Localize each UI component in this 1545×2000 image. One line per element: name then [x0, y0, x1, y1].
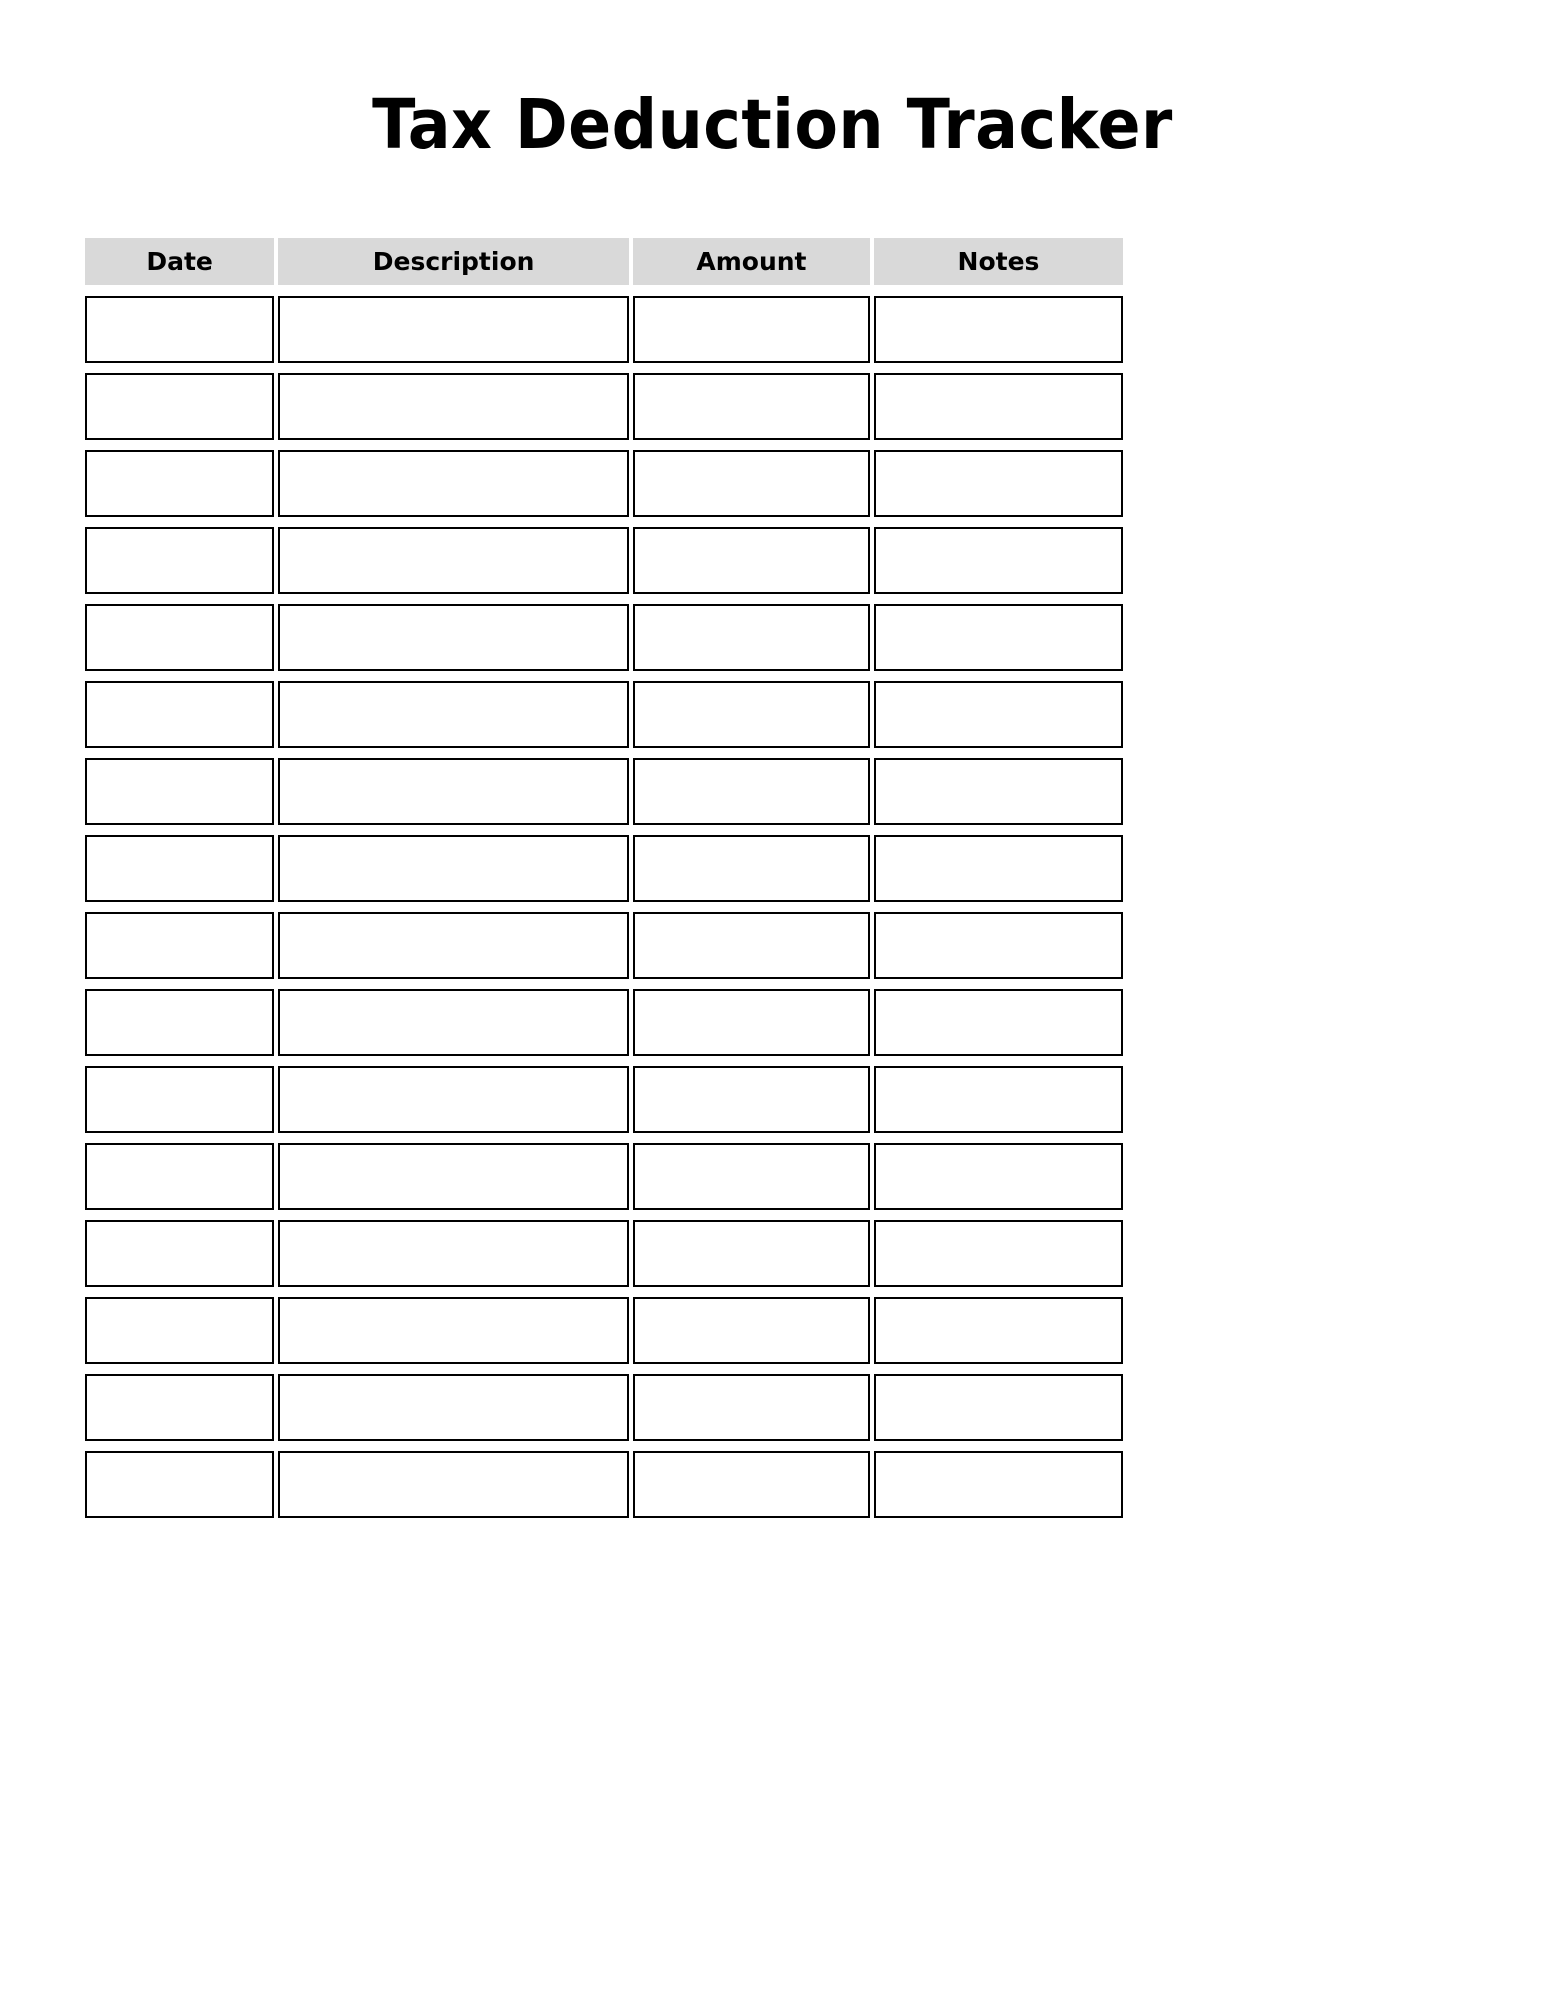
table-cell-amount[interactable] — [633, 604, 870, 671]
table-cell-amount[interactable] — [633, 758, 870, 825]
table-row — [85, 527, 1123, 594]
table-cell-date[interactable] — [85, 912, 274, 979]
table-cell-amount[interactable] — [633, 450, 870, 517]
table-cell-amount[interactable] — [633, 912, 870, 979]
table-cell-date[interactable] — [85, 681, 274, 748]
table-row — [85, 989, 1123, 1056]
table-cell-description[interactable] — [278, 527, 629, 594]
table-cell-amount[interactable] — [633, 373, 870, 440]
table-cell-notes[interactable] — [874, 758, 1123, 825]
table-cell-notes[interactable] — [874, 296, 1123, 363]
column-header-description: Description — [278, 238, 629, 285]
table-cell-amount[interactable] — [633, 527, 870, 594]
table-cell-notes[interactable] — [874, 681, 1123, 748]
table-cell-description[interactable] — [278, 1220, 629, 1287]
column-header-date: Date — [85, 238, 274, 285]
table-cell-description[interactable] — [278, 1066, 629, 1133]
table-cell-date[interactable] — [85, 296, 274, 363]
page-title: Tax Deduction Tracker — [372, 85, 1173, 165]
table-cell-date[interactable] — [85, 1451, 274, 1518]
table-row — [85, 1374, 1123, 1441]
table-cell-notes[interactable] — [874, 450, 1123, 517]
table-cell-notes[interactable] — [874, 1220, 1123, 1287]
table-cell-notes[interactable] — [874, 835, 1123, 902]
table-cell-date[interactable] — [85, 1143, 274, 1210]
table-cell-date[interactable] — [85, 758, 274, 825]
table-cell-notes[interactable] — [874, 912, 1123, 979]
table-cell-amount[interactable] — [633, 1066, 870, 1133]
table-row — [85, 912, 1123, 979]
table-cell-description[interactable] — [278, 835, 629, 902]
table-row — [85, 1451, 1123, 1518]
table-cell-description[interactable] — [278, 681, 629, 748]
table-cell-notes[interactable] — [874, 989, 1123, 1056]
table-cell-notes[interactable] — [874, 1143, 1123, 1210]
table-cell-notes[interactable] — [874, 1374, 1123, 1441]
table-row — [85, 1143, 1123, 1210]
table-cell-date[interactable] — [85, 1297, 274, 1364]
table-row — [85, 835, 1123, 902]
table-cell-notes[interactable] — [874, 1451, 1123, 1518]
table-cell-description[interactable] — [278, 1297, 629, 1364]
column-header-notes: Notes — [874, 238, 1123, 285]
table-cell-amount[interactable] — [633, 1143, 870, 1210]
table-row — [85, 296, 1123, 363]
table-cell-description[interactable] — [278, 912, 629, 979]
table-cell-description[interactable] — [278, 604, 629, 671]
table-cell-description[interactable] — [278, 296, 629, 363]
column-header-amount: Amount — [633, 238, 870, 285]
table-cell-notes[interactable] — [874, 1297, 1123, 1364]
table-cell-amount[interactable] — [633, 835, 870, 902]
table-cell-description[interactable] — [278, 450, 629, 517]
table-cell-date[interactable] — [85, 1066, 274, 1133]
table-row — [85, 373, 1123, 440]
table-cell-amount[interactable] — [633, 1220, 870, 1287]
table-row — [85, 758, 1123, 825]
table-cell-notes[interactable] — [874, 373, 1123, 440]
table-row — [85, 1297, 1123, 1364]
table-row — [85, 1066, 1123, 1133]
table-cell-date[interactable] — [85, 527, 274, 594]
table-row — [85, 1220, 1123, 1287]
table-cell-description[interactable] — [278, 373, 629, 440]
table-row — [85, 681, 1123, 748]
table-cell-notes[interactable] — [874, 1066, 1123, 1133]
table-cell-amount[interactable] — [633, 1451, 870, 1518]
table-cell-description[interactable] — [278, 758, 629, 825]
table-cell-description[interactable] — [278, 1451, 629, 1518]
table-row — [85, 450, 1123, 517]
table-cell-date[interactable] — [85, 1374, 274, 1441]
table-cell-amount[interactable] — [633, 1374, 870, 1441]
table-cell-amount[interactable] — [633, 1297, 870, 1364]
table-cell-amount[interactable] — [633, 681, 870, 748]
table-cell-date[interactable] — [85, 604, 274, 671]
table-cell-description[interactable] — [278, 1374, 629, 1441]
table-cell-notes[interactable] — [874, 527, 1123, 594]
table-header-row — [85, 238, 1123, 285]
table-cell-description[interactable] — [278, 1143, 629, 1210]
table-cell-date[interactable] — [85, 373, 274, 440]
tax-deduction-table — [85, 238, 1123, 1518]
table-cell-date[interactable] — [85, 835, 274, 902]
table-cell-notes[interactable] — [874, 604, 1123, 671]
table-cell-date[interactable] — [85, 1220, 274, 1287]
table-cell-date[interactable] — [85, 989, 274, 1056]
table-body — [85, 296, 1123, 1518]
table-cell-description[interactable] — [278, 989, 629, 1056]
table-cell-date[interactable] — [85, 450, 274, 517]
table-cell-amount[interactable] — [633, 989, 870, 1056]
table-row — [85, 604, 1123, 671]
table-cell-amount[interactable] — [633, 296, 870, 363]
